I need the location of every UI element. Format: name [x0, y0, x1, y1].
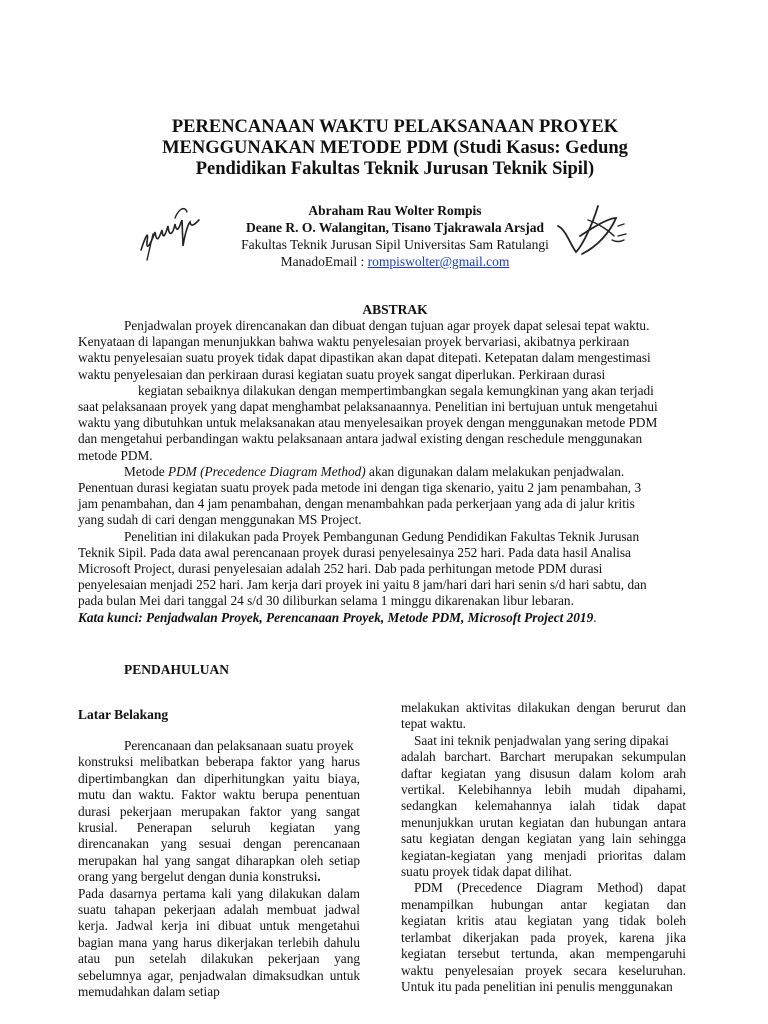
body-line: Untuk itu pada penelitian ini penulis menggunakan	[401, 978, 673, 994]
body-line: sebelumnya agar, penjadwalan dimaksudkan untuk	[78, 967, 360, 983]
body-line: konstruksi melibatkan beberapa faktor yang harus	[78, 754, 360, 770]
author-line-1: Abraham Rau Wolter Rompis	[308, 203, 482, 218]
author-contact	[200, 253, 590, 270]
body-line: daftar kegiatan yang disusun dalam kolom arah	[401, 765, 686, 781]
left-column	[78, 738, 360, 1001]
body-line: Perencanaan dan pelaksanaan suatu proyek	[124, 738, 354, 753]
title-line-2: MENGGUNAKAN METODE PDM (Studi Kasus: Gedung	[162, 138, 628, 158]
abstract-line: saat pelaksanaan proyek yang dapat menghambat pelaksanaannya. Penelitian ini bertujuan untuk mengetahui	[78, 399, 658, 415]
right-column	[401, 700, 686, 995]
body-line: memudahkan dalam setiap	[78, 984, 220, 1000]
author-email-link[interactable]: rompiswolter@gmail.com	[367, 254, 510, 269]
keywords: Kata kunci: Penjadwalan Proyek, Perencanaan Proyek, Metode PDM, Microsoft Project 2019	[78, 609, 594, 625]
abstract-heading: ABSTRAK	[362, 302, 428, 317]
abstract-line	[78, 464, 683, 480]
abstract-line: waktu yang dibutuhkan untuk melaksanakan atau menyelesaikan proyek dengan menggunakan metode PDM	[78, 415, 658, 431]
body-line: krusial. Penerapan seluruh kegiatan yang	[78, 820, 360, 836]
body-line: suatu tahapan pekerjaan adalah membuat jadwal	[78, 902, 360, 918]
keywords-end: .	[593, 609, 597, 625]
abstract-line: penyelesaian menjadi 252 hari. Jam kerja dari proyek ini yaitu 8 jam/hari dari hari senin s/d hari sabtu, dan	[78, 577, 647, 593]
body-line: Saat ini teknik penjadwalan yang sering dipakai	[414, 732, 669, 748]
body-line: mutu dan waktu. Faktor waktu berupa penentuan	[78, 787, 360, 803]
body-line: vertikal. Kelebihannya lebih mudah dipahami,	[401, 782, 686, 798]
body-line: satu kegiatan dengan kegiatan yang lain sehingga	[401, 831, 686, 847]
body-line: melakukan aktivitas dilakukan dengan berurut dan	[401, 700, 686, 715]
body-line: bagian mana yang harus dikerjakan terlebih dahulu	[78, 934, 360, 950]
abstract-line: pada bulan Mei dari tanggal 24 s/d 30 diliburkan selama 1 minggu dikarenakan libur lebaran.	[78, 593, 574, 609]
body-line: menunjukkan urutan kegiatan dan hubungan antara	[401, 814, 686, 830]
abstract-line: metode PDM.	[78, 447, 153, 463]
body-line: tepat waktu.	[401, 716, 466, 732]
body-line: sedangkan kelemahannya ialah tidak dapat	[401, 798, 686, 814]
body-line: PDM (Precedence Diagram Method) dapat	[414, 880, 686, 896]
body-line-end: .	[317, 869, 321, 885]
body-line: kegiatan tersebut tertunda, akan mempengaruhi	[401, 946, 686, 962]
keywords-line	[78, 610, 683, 626]
abstract-line: Penelitian ini dilakukan pada Proyek Pembangunan Gedung Pendidikan Fakultas Teknik Jurusan	[124, 528, 640, 544]
body-line: adalah barchart. Barchart merupakan sekumpulan	[401, 749, 686, 765]
abstract-line: yang sudah di cari dengan menggunakan MS Project.	[78, 512, 362, 528]
body-line: durasi pekerjaan merupakan faktor yang sangat	[78, 803, 360, 819]
author-affiliation: Fakultas Teknik Jurusan Sipil Universitas Sam Ratulangi	[241, 237, 549, 252]
body-line: dipertimbangkan dan diperhitungkan yaitu biaya,	[78, 770, 360, 786]
body-line: merupakan hal yang sangat diharapkan oleh setiap	[78, 852, 360, 868]
abstract-line: Kenyataan di lapangan menunjukkan bahwa waktu penyelesaian proyek bervariasi, akibatnya perkiraan	[78, 334, 630, 350]
title-line-3: Pendidikan Fakultas Teknik Jurusan Teknik Sipil)	[195, 159, 595, 179]
method-name: PDM (Precedence Diagram Method)	[167, 463, 366, 479]
body-line: Pada dasarnya pertama kali yang dilakukan dalam	[78, 885, 360, 901]
abstract-body	[78, 318, 683, 626]
abstract-line: Penjadwalan proyek direncanakan dan dibuat dengan tujuan agar proyek dapat selesai tepat waktu.	[124, 318, 650, 333]
left-signature-icon	[135, 198, 207, 268]
body-line: menampilkan hubungan antar kegiatan dan	[401, 896, 686, 912]
abstract-line: kegiatan sebaiknya dilakukan dengan mempertimbangkan segala kemungkinan yang akan terjadi	[138, 382, 654, 398]
abstract-line: dan mengetahui perbandingan waktu pelaksanaan antara jadwal existing dengan reschedule menggunakan	[78, 431, 643, 447]
section-heading: PENDAHULUAN	[124, 662, 230, 677]
body-line: suatu proyek tidak dapat dilihat.	[401, 864, 572, 880]
abstract-line: Teknik Sipil. Pada data awal perencanaan proyek durasi penyelesainya 252 hari. Pada data hasil Analisa	[78, 544, 631, 560]
abstract-line: waktu penyelesaian dan perkiraan durasi kegiatan suatu proyek sangat diperlukan. Perkiraan durasi	[78, 366, 606, 382]
abstract-line: Penentuan durasi kegiatan suatu proyek pada metode ini dengan tiga skenario, yaitu 2 jam penambahan, 3	[78, 480, 642, 496]
abstract-line: jam penambahan, dan 4 jam penambahan, dengan menambahkan pada perkerjaan yang ada di jalur kritis	[78, 496, 635, 512]
author-block	[200, 202, 590, 270]
body-line: kegiatan-kegiatan yang menjadi prioritas dalam	[401, 847, 686, 863]
paper-title	[150, 117, 640, 180]
contact-prefix: ManadoEmail :	[280, 254, 368, 269]
body-line: kegiatan kritis atau kegiatan yang tidak boleh	[401, 913, 686, 929]
abstract-line: Microsoft Project, durasi penyelesaian adalah 252 hari. Dab pada perhitungan metode PDM durasi	[78, 561, 603, 577]
right-signature-icon	[552, 196, 632, 266]
body-line	[78, 869, 360, 885]
body-line: atau pun setelah dilakukan pekerjaan yang	[78, 951, 360, 967]
body-line: waktu penyelesaian proyek secara keseluruhan.	[401, 962, 686, 978]
method-prefix: Metode	[124, 463, 168, 479]
body-line: kerja. Jadwal kerja ini dibuat untuk mengetahui	[78, 918, 360, 934]
body-line-text: orang yang bergelut dengan dunia konstruksi	[78, 869, 318, 885]
body-line: terlambat dikerjakan pada proyek, karena jika	[401, 929, 686, 945]
abstract-line: waktu penyelesaian suatu proyek tidak dapat dipastikan akan dapat ditepati. Ketepatan dalam mengestimasi	[78, 350, 651, 366]
subsection-heading: Latar Belakang	[78, 707, 169, 722]
body-line: direncanakan yang sesuai dengan perencanaan	[78, 836, 360, 852]
title-line-1: PERENCANAAN WAKTU PELAKSANAAN PROYEK	[171, 117, 619, 137]
method-suffix: akan digunakan dalam melakukan penjadwalan.	[365, 463, 625, 479]
author-line-2: Deane R. O. Walangitan, Tisano Tjakrawala Arsjad	[246, 220, 544, 235]
